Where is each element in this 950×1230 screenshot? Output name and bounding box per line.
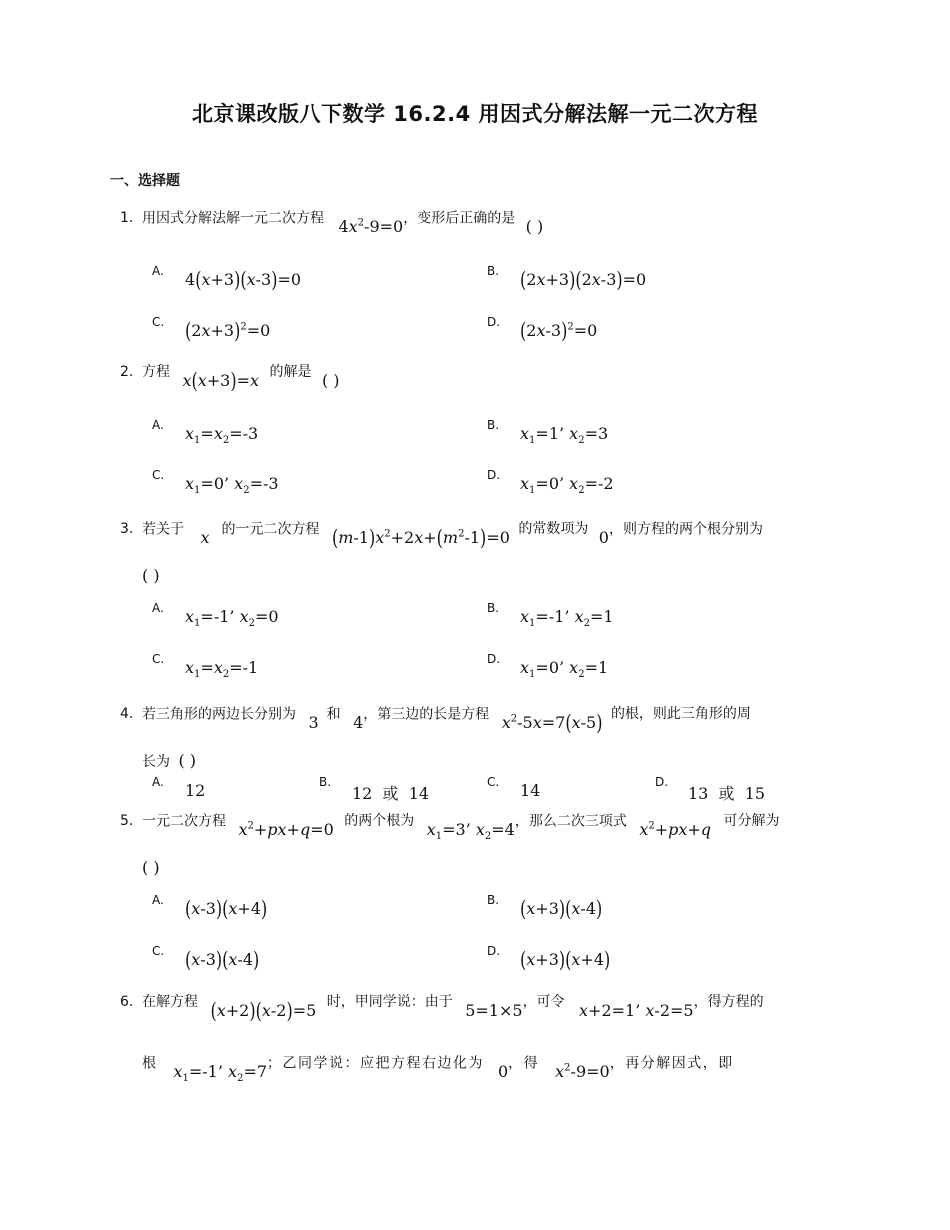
question-5-blank: ( ): [142, 858, 160, 877]
equation: $x^2+px+q=0$: [238, 820, 334, 840]
option-d[interactable]: D. 13 或 15: [655, 775, 766, 803]
option-b[interactable]: B. $x_1=-1$’ $x_2=1$: [487, 601, 614, 630]
equation: $x^2-5x=7(x-5)$: [501, 709, 603, 736]
option-c[interactable]: C. $x_1=0$’ $x_2=-3$: [152, 468, 279, 497]
question-4-line2: 长为 ( ): [142, 751, 197, 770]
option-d[interactable]: D. $x_1=0$’ $x_2=-2$: [487, 468, 614, 497]
question-6: 6. 在解方程 (x+2)(x-2)=5 时，甲同学说：由于 5=1×5，可令 x+2=1’ x-2=5，得方程的: [120, 994, 764, 1024]
question-text: 用因式分解法解一元二次方程: [142, 210, 324, 227]
question-6-line2: 根 $x_1=-1$’ $x_2=7$；乙同学说：应把方程右边化为 0，得 $x^2-9=0$，再分解因式，即: [142, 1055, 734, 1085]
question-3-blank: ( ): [142, 566, 160, 585]
option-d[interactable]: D. $x_1=0$’ $x_2=1$: [487, 652, 609, 681]
option-math: (2x+3)(2x-3)=0: [520, 266, 647, 293]
answer-blank: ( ): [525, 217, 544, 237]
option-a[interactable]: A. $x_1=-1$’ $x_2=0$: [152, 601, 279, 630]
option-d[interactable]: D. $(2x-3)^2=0$: [487, 315, 598, 344]
equation: (x+2)(x-2)=5: [210, 997, 317, 1024]
question-1: 1. 用因式分解法解一元二次方程 $4x^2-9=0$，变形后正确的是 ( ): [120, 210, 544, 237]
equation: $4x^2-9=0$: [338, 217, 404, 237]
equation: x(x+3)=x: [182, 367, 260, 394]
question-4: 4. 若三角形的两边长分别为 3 和 4，第三边的长是方程 $x^2-5x=7(x-5)$ 的根，则此三角形的周: [120, 706, 751, 736]
option-math: 4(x+3)(x-3)=0: [185, 266, 302, 293]
question-5: 5. 一元二次方程 $x^2+px+q=0$ 的两个根为 $x_1=3$’ $x_2=4$，那么二次三项式 $x^2+px+q$ 可分解为: [120, 813, 780, 843]
option-math: $(2x-3)^2=0$: [520, 317, 598, 344]
page-title: 北京课改版八下数学 16.2.4 用因式分解法解一元二次方程: [191, 102, 759, 126]
answer-blank: ( ): [321, 371, 340, 390]
option-c[interactable]: C. $(2x+3)^2=0$: [152, 315, 271, 344]
option-d[interactable]: D. (x+3)(x+4): [487, 944, 611, 973]
option-b[interactable]: B. $x_1=1$’ $x_2=3$: [487, 418, 609, 447]
option-c[interactable]: C. (x-3)(x-4): [152, 944, 260, 973]
option-math: $(2x+3)^2=0$: [185, 317, 271, 344]
option-b[interactable]: B. (2x+3)(2x-3)=0: [487, 264, 647, 293]
question-2: 2. 方程 x(x+3)=x 的解是 ( ): [120, 364, 340, 394]
option-a[interactable]: A. (x-3)(x+4): [152, 893, 268, 922]
section-heading: 一、选择题: [110, 173, 180, 189]
question-3: 3. 若关于 x 的一元二次方程 $(m-1)x^2+2x+(m^2-1)=0$ 的常数项为 0，则方程的两个根分别为: [120, 521, 763, 551]
equation: $(m-1)x^2+2x+(m^2-1)=0$: [331, 524, 510, 551]
option-b[interactable]: B. (x+3)(x-4): [487, 893, 603, 922]
option-a[interactable]: A. 4(x+3)(x-3)=0: [152, 264, 302, 293]
option-b[interactable]: B. 12 或 14: [319, 775, 430, 803]
option-a[interactable]: A. 12: [152, 775, 206, 800]
question-number: 1.: [120, 210, 134, 227]
option-c[interactable]: C. $x_1=x_2=-1$: [152, 652, 259, 681]
option-c[interactable]: C. 14: [487, 775, 541, 800]
option-a[interactable]: A. $x_1=x_2=-3$: [152, 418, 259, 447]
